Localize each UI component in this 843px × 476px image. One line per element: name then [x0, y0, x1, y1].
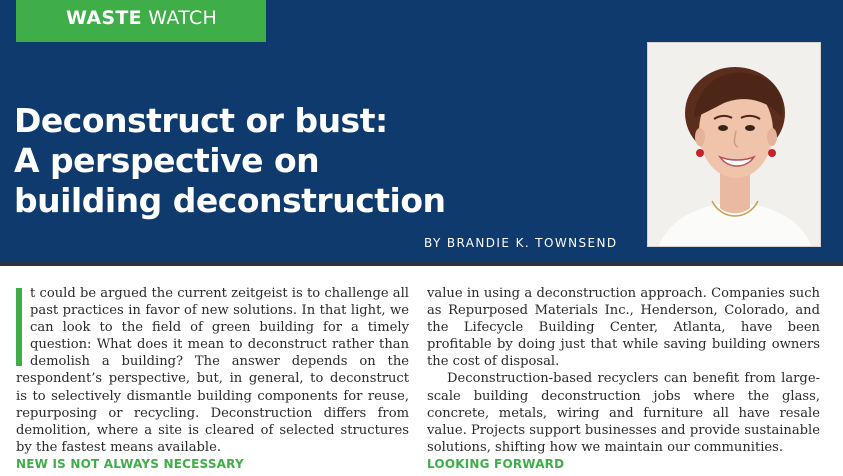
article-paragraph: Deconstruction-based recyclers can benefit from large-scale building deconstruction jobs where the glass, concrete, metals, wiring and furniture all have resale value. Projects support businesses and provide sustainable solutions, shifting how we maintain our communities.: [427, 371, 820, 455]
section-tag-bold: WASTE: [66, 7, 142, 29]
subhead-right: LOOKING FORWARD: [427, 457, 565, 471]
article-paragraph: value in using a deconstruction approach. Companies such as Repurposed Materials Inc., Henderson, Colorado, and the Lifecycle Building Center, Atlanta, have been profitable by doing just that while saving building owners the cost of disposal.: [427, 286, 820, 370]
drop-cap-spacer: [16, 285, 30, 365]
byline: BY BRANDIE K. TOWNSEND: [424, 236, 618, 250]
subhead-left: NEW IS NOT ALWAYS NECESSARY: [16, 457, 244, 471]
headline-line-3: building deconstruction: [14, 181, 446, 220]
headline-line-2: A perspective on: [14, 141, 320, 180]
article-column-left: [16, 285, 409, 456]
article-column-right: [427, 285, 820, 456]
headline-line-1: Deconstruct or bust:: [14, 101, 388, 140]
author-portrait-illustration: [648, 43, 821, 247]
header-divider: [0, 262, 843, 266]
headline: [14, 101, 634, 221]
section-tag: [16, 0, 266, 42]
section-tag-rest: WATCH: [148, 7, 218, 29]
article-paragraph: t could be argued the current zeitgeist is to challenge all past practices in favor of new solutions. In that light, we can look to the field of green building for a timely question: What does it mean to deconstruct rather than demolish a building? The answer depends on the respondent’s perspective, but, in general, to deconstruct is to selectively dismantle building components for reuse, repurposing or recycling. Deconstruction differs from demolition, where a site is cleared of selected structures by the fastest means available.: [16, 286, 409, 455]
author-portrait: [647, 42, 821, 247]
